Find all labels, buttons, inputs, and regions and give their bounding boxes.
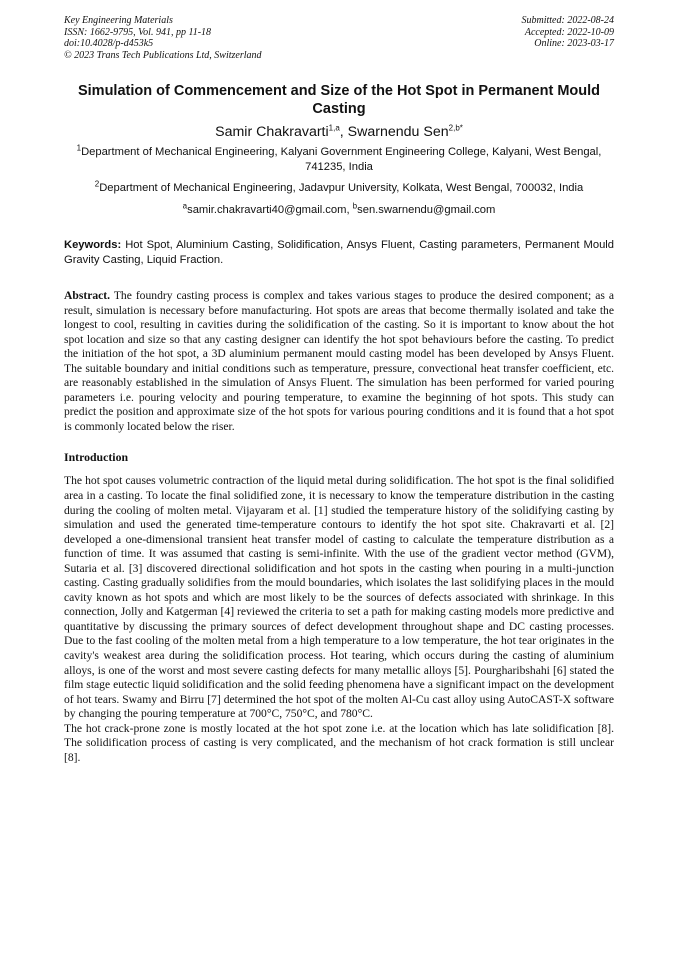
journal-info (64, 15, 262, 61)
abstract-label: Abstract. (64, 289, 111, 302)
affiliation-2-mark: 2 (94, 179, 100, 189)
email-1-mark: a (182, 201, 188, 211)
journal-header (64, 15, 614, 61)
dates-info (522, 15, 615, 61)
affiliation-1 (64, 145, 614, 175)
copyright-line: © 2023 Trans Tech Publications Ltd, Switzerland (64, 49, 262, 61)
author-2: Swarnendu Sen (347, 124, 449, 140)
email-2: sen.swarnendu@gmail.com (357, 204, 496, 216)
journal-name: Key Engineering Materials (64, 15, 173, 26)
introduction-paragraph-1: The hot spot causes volumetric contraction of the liquid metal during solidification. The hot spot is the final solidified area in a casting. To locate the final solidified zone, it is necessary to know the temperature distribution in the casting during the cooling of molten metal. Vijayaram et al. [1] studied the temperature history of the solidifying casting by simulation and used the generated time-temperature contours to identify the hot spot site. Chakravarti et al. [2] developed a one-dimensional transient heat transfer model of casting to calculate the temperature distribution as a function of time. It was assumed that casting is semi-infinite. With the use of the gradient vector method (GVM), Sutaria et al. [3] discovered directional solidification and hot spots in the casting when pouring in a multi-junction casting. Casting gradually solidifies from the mould boundaries, which isolates the last solidifying places in the mould cavity known as hot spots and which are most likely to be the sources of defects associated with shrinkage. In this connection, Jolly and Katgerman [4] reviewed the criteria to set a path for making casting models more predictive and quantitative by discussing the primary sources of defect development throughout shape and DC casting processes. Due to the fast cooling of the molten metal from a high temperature to a low temperature, the hot tear originates in the cavity's weakest area during the solidification process. Hot tearing, which occurs during the casting of aluminium alloys, is one of the worst and most severe casting defects for many metallic alloys [5]. Pourgharibshahi [6] stated the film stage eutectic liquid solidification and the solid feeding phenomena have a significant impact on the development of hot tears. Swamy and Birru [7] determined the hot spot of the molten Al-Cu cast alloy using AutoCAST-X software by changing the pouring temperature at 700°C, 750°C, and 780°C. (64, 474, 614, 721)
affiliation-2 (64, 181, 614, 196)
issn-line: ISSN: 1662-9795, Vol. 941, pp 11-18 (64, 26, 212, 38)
accepted-date: Accepted: 2022-10-09 (524, 26, 614, 38)
author-1-affil: 1,a (328, 123, 340, 133)
keywords-block (64, 238, 614, 267)
email-separator: , (346, 204, 353, 216)
introduction-heading: Introduction (64, 450, 129, 465)
keywords-label: Keywords: (64, 239, 122, 251)
affiliation-1-mark: 1 (76, 143, 82, 153)
paper-title: Simulation of Commencement and Size of the Hot Spot in Permanent Mould Casting (77, 83, 601, 117)
email-2-mark: b (352, 201, 358, 211)
online-date: Online: 2023-03-17 (534, 38, 614, 49)
email-line (64, 203, 614, 218)
abstract-text: The foundry casting process is complex and takes various stages to produce the desired component; as a result, simulation is necessary before manufacturing. Hot spots are areas that become thermally isolated and take the longest to cool, resulting in cavities during the solidification of the casting. So it is important to know about the hot spot location and size so that any casting designer can identify the hot spot behaviours before the casting. To predict the initiation of the hot spot, a 3D aluminium permanent mould casting model has been developed by Ansys Fluent. The suitable boundary and initial conditions such as temperature, pressure, convectional heat transfer coefficient, etc. are reasonably established in the simulation of Ansys Fluent. The simulation has been performed for varied pouring parameters i.e. pouring velocity and pouring temperature, to examine the beginning of hot spots. This study can predict the position and approximate size of the hot spots for various pouring conditions and it is found that a hot spot is commonly located below the riser. (64, 289, 614, 433)
affiliation-2-text: Department of Mechanical Engineering, Jadavpur University, Kolkata, West Bengal, 700032, India (99, 182, 584, 194)
email-1: samir.chakravarti40@gmail.com (187, 204, 347, 216)
introduction-paragraph-2: The hot crack-prone zone is mostly located at the hot spot zone i.e. at the location which has late solidification [8]. The solidification process of casting is very complicated, and the mechanism of hot crack formation is still unclear [8]. (64, 721, 614, 764)
doi-line: doi:10.4028/p-d453k5 (64, 38, 154, 49)
submitted-date: Submitted: 2022-08-24 (521, 15, 614, 26)
author-separator: , (339, 124, 348, 140)
author-list (64, 123, 614, 141)
affiliation-1-text: Department of Mechanical Engineering, Kalyani Government Engineering College, Kalyani, West Bengal, 741235, India (81, 146, 602, 173)
author-2-affil: 2,b* (448, 123, 463, 133)
abstract-block (64, 289, 614, 434)
keywords-text: Hot Spot, Aluminium Casting, Solidification, Ansys Fluent, Casting parameters, Permanent Mould Gravity Casting, Liquid Fraction. (64, 239, 614, 266)
author-1: Samir Chakravarti (215, 124, 329, 140)
